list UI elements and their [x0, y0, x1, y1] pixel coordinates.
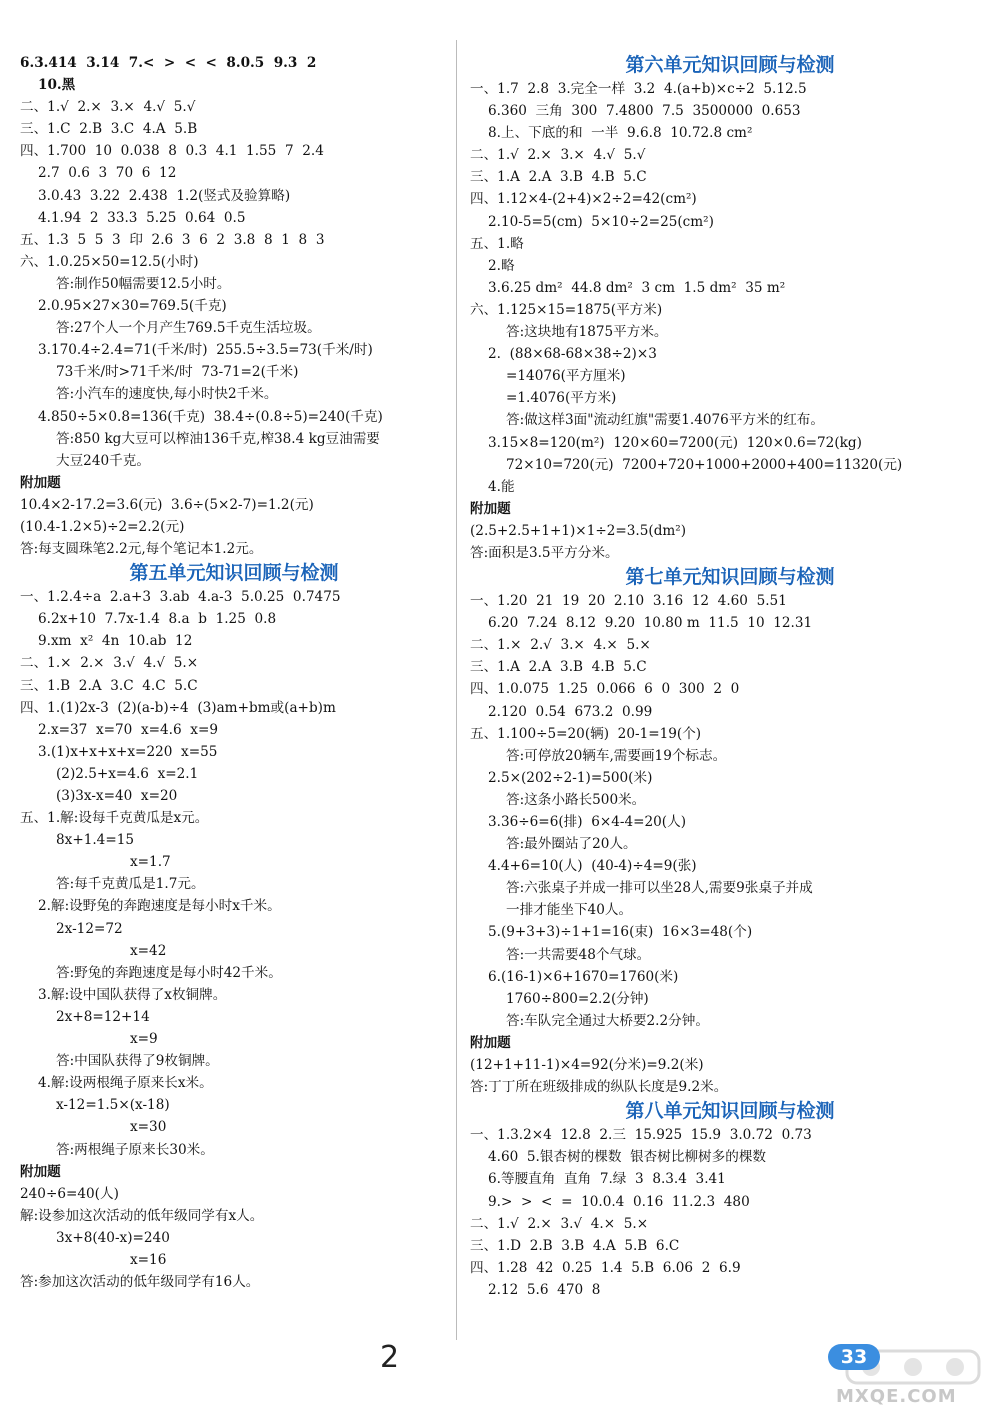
answer-line: (2.5+2.5+1+1)×1÷2=3.5(dm²) [470, 522, 687, 539]
answer-line: 一、1.3.2×4 12.8 2.三 15.925 15.9 3.0.72 0.73 [470, 1127, 812, 1144]
answer-line: 答:做这样3面"流动红旗"需要1.4076平方米的红布。 [506, 412, 824, 429]
answer-line: 答:27个人一个月产生769.5千克生活垃圾。 [56, 320, 321, 337]
section-heading: 第八单元知识回顾与检测 [625, 1100, 835, 1123]
answer-line: 3.36÷6=6(排) 6×4-4=20(人) [488, 814, 687, 830]
answer-line: 三、1.D 2.B 3.B 4.A 5.B 6.C [470, 1237, 680, 1254]
answer-line: 答:两根绳子原来长30米。 [56, 1141, 214, 1158]
answer-line: 4.能 [488, 478, 515, 495]
answer-line: x=9 [130, 1031, 158, 1048]
answer-line: 解:设参加这次活动的低年级同学有x人。 [20, 1207, 264, 1224]
answer-line: 四、1.(1)2x-3 (2)(a-b)÷4 (3)am+bm或(a+b)m [20, 699, 336, 716]
answer-line: 附加题 [20, 474, 61, 491]
answer-line: 答:一共需要48个气球。 [506, 946, 651, 963]
answer-line: 大豆240千克。 [56, 452, 150, 469]
answer-line: 2.解:设野兔的奔跑速度是每小时x千米。 [38, 898, 281, 915]
answer-line: 六、1.125×15=1875(平方米) [470, 301, 663, 318]
right-column [470, 52, 990, 1301]
answer-line: =1.4076(平方米) [506, 390, 617, 407]
answer-line: 2.x=37 x=70 x=4.6 x=9 [38, 721, 218, 738]
answer-line: 四、1.28 42 0.25 1.4 5.B 6.06 2 6.9 [470, 1259, 741, 1276]
answer-line: 73千米/时>71千米/时 73-71=2(千米) [56, 364, 299, 381]
answer-line: 答:制作50幅需要12.5小时。 [56, 275, 231, 292]
answer-line: 五、1.略 [470, 235, 524, 252]
answer-line: x-12=1.5×(x-18) [56, 1097, 170, 1114]
section-heading: 第七单元知识回顾与检测 [625, 566, 835, 589]
answer-line: 二、1.× 2.√ 3.× 4.× 5.× [470, 637, 651, 654]
answer-line: 答:参加这次活动的低年级同学有16人。 [20, 1274, 260, 1291]
answer-line: 三、1.A 2.A 3.B 4.B 5.C [470, 659, 647, 676]
answer-line: 答:小汽车的速度快,每小时快2千米。 [56, 386, 278, 403]
answer-line: 2. (88×68-68×38÷2)×3 [488, 346, 657, 363]
answer-line: 9.xm x² 4n 10.ab 12 [38, 633, 193, 650]
answer-line: 六、1.0.25×50=12.5(小时) [20, 253, 199, 270]
answer-line: 四、1.700 10 0.038 8 0.3 4.1 1.55 7 2.4 [20, 143, 324, 160]
answer-line: 附加题 [20, 1163, 61, 1180]
answer-line: x=30 [130, 1119, 167, 1136]
answer-line: 二、1.√ 2.× 3.× 4.√ 5.√ [20, 99, 196, 116]
answer-line: 三、1.A 2.A 3.B 4.B 5.C [470, 169, 647, 186]
answer-line: 8.上、下底的和 一半 9.6.8 10.72.8 cm² [488, 125, 753, 142]
answer-line: 二、1.√ 2.× 3.√ 4.× 5.× [470, 1215, 649, 1232]
answer-line: 答:车队完全通过大桥要2.2分钟。 [506, 1012, 709, 1029]
answer-line: 2.0.95×27×30=769.5(千克) [38, 298, 227, 315]
answer-line: 三、1.C 2.B 3.C 4.A 5.B [20, 121, 198, 138]
answer-line: 附加题 [470, 500, 511, 517]
answer-line: 3.15×8=120(m²) 120×60=7200(元) 120×0.6=72(kg) [488, 434, 862, 451]
answer-line: 一、1.7 2.8 3.完全一样 3.2 4.(a+b)×c÷2 5.12.5 [470, 81, 807, 97]
answer-line: 五、1.解:设每千克黄瓜是x元。 [20, 810, 209, 827]
answer-line: 3.0.43 3.22 2.438 1.2(竖式及验算略) [38, 187, 291, 204]
answer-line: 72×10=720(元) 7200+720+1000+2000+400=11320(元) [506, 456, 903, 473]
answer-line: 2.12 5.6 470 8 [488, 1281, 601, 1298]
answer-line: x=1.7 [130, 854, 171, 871]
answer-line: 答:这条小路长500米。 [506, 791, 646, 808]
answer-line: 答:每支圆珠笔2.2元,每个笔记本1.2元。 [20, 541, 263, 558]
answer-line: 3.解:设中国队获得了x枚铜牌。 [38, 986, 227, 1003]
answer-line: 2.120 0.54 673.2 0.99 [488, 703, 653, 720]
answer-line: 2x+8=12+14 [56, 1008, 150, 1025]
answer-line: 一、1.2.4÷a 2.a+3 3.ab 4.a-3 5.0.25 0.7475 [20, 589, 341, 606]
answer-line: 答:这块地有1875平方米。 [506, 324, 668, 341]
answer-line: 五、1.100÷5=20(辆) 20-1=19(个) [470, 725, 702, 742]
answer-line: 三、1.B 2.A 3.C 4.C 5.C [20, 677, 198, 694]
answer-line: 10.4×2-17.2=3.6(元) 3.6÷(5×2-7)=1.2(元) [20, 496, 314, 513]
answer-line: 6.3.414 3.14 7.< > < < 8.0.5 9.3 2 [20, 55, 317, 71]
answer-line: 10.黑 [38, 77, 76, 94]
answer-line: 答:野兔的奔跑速度是每小时42千米。 [56, 964, 282, 981]
handwritten-mark: 2 [380, 1340, 400, 1375]
answer-line: =14076(平方厘米) [506, 368, 626, 385]
answer-line: 四、1.12×4-(2+4)×2÷2=42(cm²) [470, 191, 697, 208]
answer-line: 2.略 [488, 257, 515, 274]
answer-line: 2.7 0.6 3 70 6 12 [38, 165, 177, 182]
answer-line: 9.> > < = 10.0.4 0.16 11.2.3 480 [488, 1193, 750, 1210]
answer-line: 答:850 kg大豆可以榨油136千克,榨38.4 kg豆油需要 [56, 430, 380, 447]
answer-line: 6.20 7.24 8.12 9.20 10.80 m 11.5 10 12.31 [488, 615, 813, 632]
answer-line: (10.4-1.2×5)÷2=2.2(元) [20, 518, 185, 535]
answer-line: 4.60 5.银杏树的棵数 银杏树比柳树多的棵数 [488, 1149, 767, 1166]
answer-line: 3.6.25 dm² 44.8 dm² 3 cm 1.5 dm² 35 m² [488, 279, 786, 296]
section-heading: 第六单元知识回顾与检测 [625, 54, 835, 76]
answer-line: 答:丁丁所在班级排成的纵队长度是9.2米。 [470, 1079, 728, 1096]
answer-line: (12+1+11-1)×4=92(分米)=9.2(米) [470, 1057, 704, 1074]
answer-line: x=16 [130, 1251, 167, 1268]
answer-line: 四、1.0.075 1.25 0.066 6 0 300 2 0 [470, 681, 740, 698]
page-number: 33 [828, 1344, 880, 1370]
answer-line: 答:最外圈站了20人。 [506, 836, 637, 853]
answer-line: (3)3x-x=40 x=20 [56, 788, 178, 804]
answer-line: 答:可停放20辆车,需要画19个标志。 [506, 747, 727, 764]
answer-line: 2.5×(202÷2-1)=500(米) [488, 769, 653, 786]
answer-line: 答:六张桌子并成一排可以坐28人,需要9张桌子并成 [506, 880, 813, 897]
answer-line: 3x+8(40-x)=240 [56, 1229, 170, 1246]
answer-line: 五、1.3 5 5 3 印 2.6 3 6 2 3.8 8 1 8 3 [20, 231, 325, 248]
left-column [20, 52, 448, 1293]
answer-line: 一排才能坐下40人。 [506, 902, 633, 919]
answer-line: 6.(16-1)×6+1670=1760(米) [488, 968, 679, 985]
answer-line: 4.850÷5×0.8=136(千克) 38.4÷(0.8÷5)=240(千克) [38, 408, 383, 425]
answer-line: 4.4+6=10(人) (40-4)÷4=9(张) [488, 858, 697, 875]
column-divider [456, 40, 457, 1340]
answer-line: 附加题 [470, 1034, 511, 1051]
answer-line: 4.解:设两根绳子原来长x米。 [38, 1075, 213, 1092]
answer-line: x=42 [130, 942, 167, 959]
answer-line: 1760÷800=2.2(分钟) [506, 990, 649, 1007]
answer-line: 2.10-5=5(cm) 5×10÷2=25(cm²) [488, 213, 714, 230]
section-heading: 第五单元知识回顾与检测 [129, 562, 339, 585]
answer-line: 4.1.94 2 33.3 5.25 0.64 0.5 [38, 209, 246, 226]
answer-line: 6.等腰直角 直角 7.绿 3 8.3.4 3.41 [488, 1171, 726, 1188]
answer-line: 答:中国队获得了9枚铜牌。 [56, 1053, 219, 1070]
answer-line: 二、1.√ 2.× 3.× 4.√ 5.√ [470, 147, 646, 164]
answer-line: 6.2x+10 7.7x-1.4 8.a b 1.25 0.8 [38, 611, 277, 628]
answer-line: 二、1.× 2.× 3.√ 4.√ 5.× [20, 655, 199, 672]
answer-line: 6.360 三角 300 7.4800 7.5 3500000 0.653 [488, 103, 801, 120]
answer-line: 一、1.20 21 19 20 2.10 3.16 12 4.60 5.51 [470, 593, 787, 610]
answer-line: (2)2.5+x=4.6 x=2.1 [56, 765, 199, 782]
answer-line: 8x+1.4=15 [56, 832, 135, 849]
answer-line: 3.(1)x+x+x+x=220 x=55 [38, 743, 218, 760]
answer-line: 答:每千克黄瓜是1.7元。 [56, 876, 205, 893]
answer-line: 3.170.4÷2.4=71(千米/时) 255.5÷3.5=73(千米/时) [38, 342, 373, 359]
answer-line: 2x-12=72 [56, 920, 123, 937]
watermark-text: MXQE.COM [836, 1386, 957, 1407]
answer-line: 5.(9+3+3)÷1+1=16(束) 16×3=48(个) [488, 924, 753, 941]
answer-line: 240÷6=40(人) [20, 1185, 119, 1202]
answer-line: 答:面积是3.5平方分米。 [470, 544, 619, 561]
